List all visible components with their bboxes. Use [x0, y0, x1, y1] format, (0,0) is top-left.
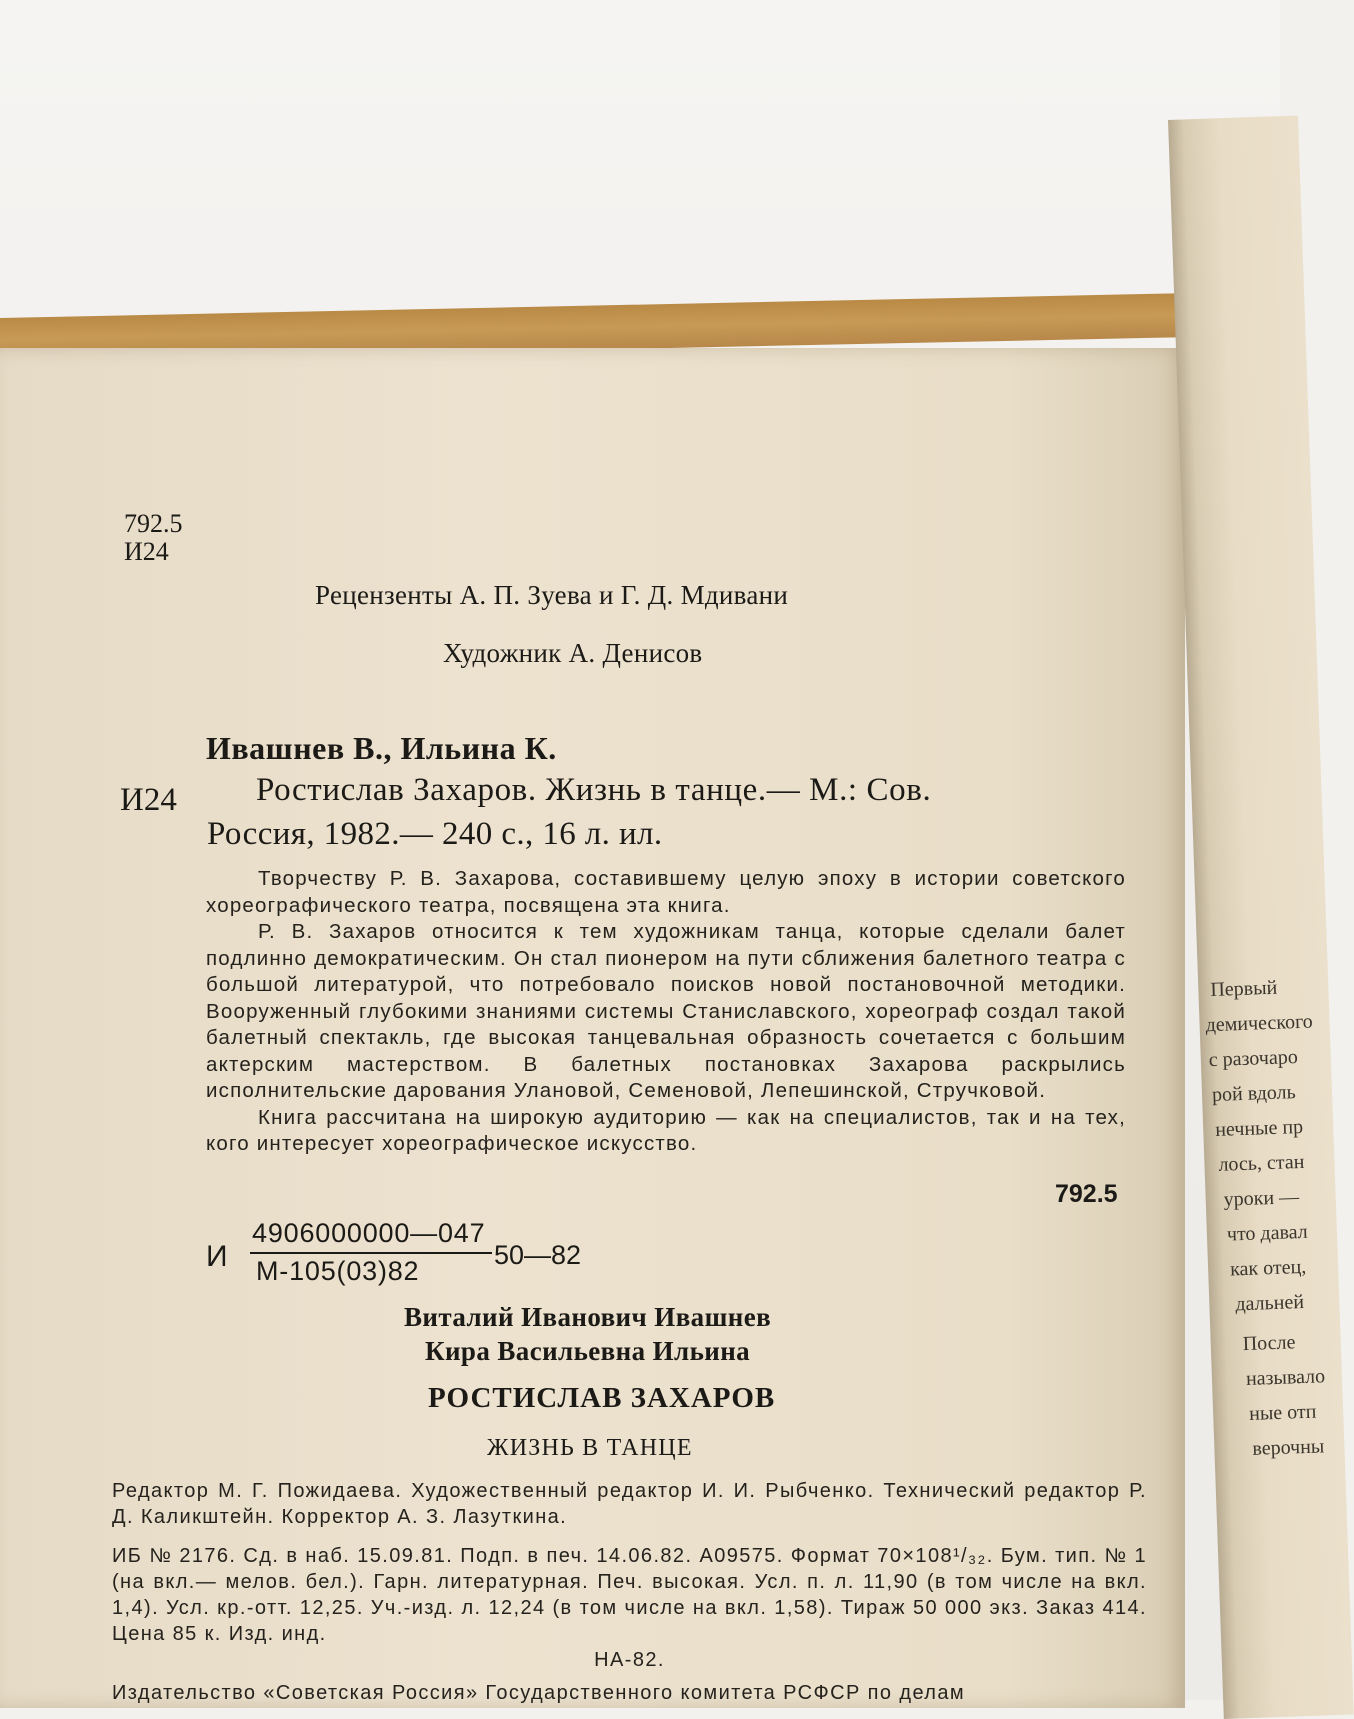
facing-page-fragment: лось, стан: [1218, 1150, 1305, 1176]
facing-page-fragment: что давал: [1226, 1220, 1309, 1246]
catalog-code: И24: [120, 782, 177, 818]
annotation: [206, 866, 1126, 1158]
annotation-paragraph: Р. В. Захаров относится к тем художникам танца, которые сделали балет подлинно демократическим. Он стал пионером на пути сближения балетного театра с большой литературой, что потребовало поисков новой постановочной методики. Вооруженный глубокими знаниями системы Станиславского, хореограф создал такой балетный спектакль, где высокая танцевальная образность сочетается с большим актерским мастерством. В балетных постановках Захарова раскрылись исполнительские дарования Улановой, Семеновой, Лепешинской, Стручковой.: [206, 920, 1126, 1102]
bibliographic-publication-line: Россия, 1982.— 240 с., 16 л. ил.: [207, 816, 663, 852]
facing-page-fragment: называло: [1245, 1365, 1326, 1391]
facing-page-fragment: дальней: [1234, 1290, 1305, 1316]
editors-text: Редактор М. Г. Пожидаева. Художественный редактор И. И. Рыбченко. Технический редактор Р. Д. Каликштейн. Корректор А. З. Лазуткина.: [112, 1480, 1147, 1528]
classification-numerator: 4906000000—047: [252, 1218, 486, 1248]
bibliographic-title-line: Ростислав Захаров. Жизнь в танце.— М.: Сов.: [256, 772, 932, 808]
imprint-code: НА-82.: [594, 1649, 665, 1671]
editors-credits: [112, 1478, 1147, 1530]
facing-page-fragment: как отец,: [1229, 1255, 1307, 1281]
udc-index-right: 792.5: [1055, 1180, 1118, 1208]
author-mark: И24: [124, 537, 169, 566]
book-title: РОСТИСЛАВ ЗАХАРОВ: [428, 1382, 776, 1414]
classification-letter: И: [206, 1240, 228, 1273]
facing-page-fragment: демического: [1205, 1010, 1314, 1037]
book-subtitle: ЖИЗНЬ В ТАНЦЕ: [487, 1435, 693, 1461]
publisher-line: [112, 1680, 1147, 1706]
facing-page-fragment: с разочаро: [1208, 1046, 1299, 1072]
publisher-text: Издательство «Советская Россия» Государственного комитета РСФСР по делам: [112, 1682, 966, 1704]
udc-block: [124, 510, 183, 566]
author-full-name: Виталий Иванович Ивашнев: [404, 1302, 772, 1332]
classification-denominator: М-105(03)82: [256, 1256, 420, 1286]
author-full-name: Кира Васильевна Ильина: [425, 1336, 751, 1366]
authors-heading: Ивашнев В., Ильина К.: [206, 730, 557, 766]
facing-page-fragment: верочны: [1252, 1435, 1325, 1460]
imprint-text: ИБ № 2176. Сд. в наб. 15.09.81. Подп. в печ. 14.06.82. А09575. Формат 70×108¹/₃₂. Бум. тип. № 1 (на вкл.— мелов. бел.). Гарн. литературная. Печ. высокая. Усл. п. л. 11,90 (в том числе на вкл. 1,4). Усл. кр.-отт. 12,25. Уч.-изд. л. 12,24 (в том числе на вкл. 1,58). Тираж 50 000 экз. Заказ 414. Цена 85 к. Изд. инд.: [112, 1545, 1147, 1645]
fraction-divider: [250, 1252, 492, 1254]
facing-page-fragment: После: [1242, 1331, 1296, 1356]
facing-page-fragment: рой вдоль: [1211, 1081, 1297, 1107]
udc-index: 792.5: [124, 509, 183, 538]
classification-right: 50—82: [494, 1240, 582, 1270]
annotation-paragraph: Творчеству Р. В. Захарова, составившему целую эпоху в истории советского хореографического театра, посвящена эта книга.: [206, 867, 1126, 917]
reviewers-line: Рецензенты А. П. Зуева и Г. Д. Мдивани: [315, 580, 789, 610]
facing-page-fragment: ные отп: [1248, 1400, 1317, 1425]
imprint-block: [112, 1543, 1147, 1673]
facing-page-fragment: уроки —: [1223, 1186, 1300, 1211]
facing-page-fragment: нечные пр: [1214, 1115, 1304, 1141]
facing-page-fragment: Первый: [1210, 976, 1278, 1002]
artist-line: Художник А. Денисов: [443, 638, 703, 668]
annotation-paragraph: Книга рассчитана на широкую аудиторию — как на специалистов, так и на тех, кого интересует хореографическое искусство.: [206, 1105, 1126, 1155]
